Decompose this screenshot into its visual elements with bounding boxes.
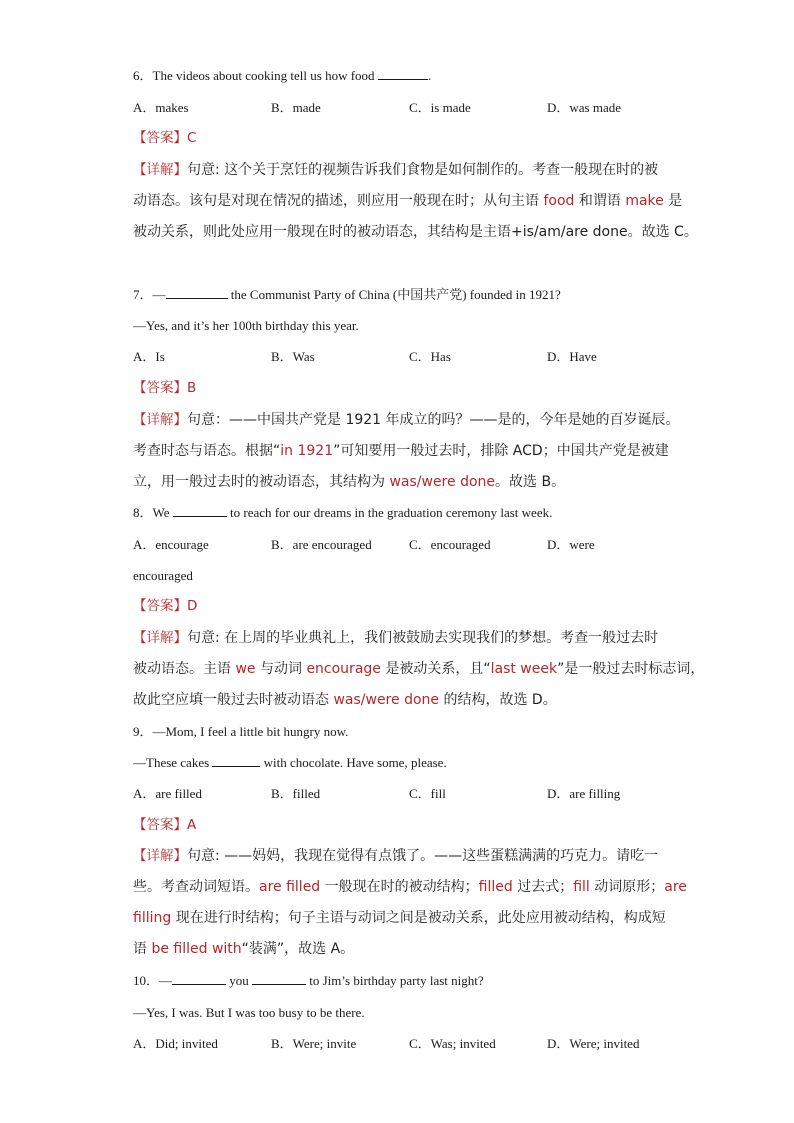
q7-answer: 【答案】B bbox=[133, 380, 197, 396]
q7-option-b: B．Was bbox=[271, 349, 315, 364]
q7-detail-line-2: 考查时态与语态。根据“in 1921”可知要用一般过去时，排除 ACD；中国共产党是被建 bbox=[133, 443, 669, 459]
q8-stem: 8．We to reach for our dreams in the graduation ceremony last week. bbox=[133, 505, 553, 520]
q8-answer: 【答案】D bbox=[133, 598, 198, 614]
q6-option-b: B．made bbox=[271, 100, 321, 115]
q7-blank bbox=[166, 287, 228, 299]
q6-detail-line-2: 动语态。该句是对现在情况的描述，则应用一般现在时；从句主语 food 和谓语 make 是 bbox=[133, 193, 683, 209]
q8-detail-line-2: 被动语态。主语 we 与动词 encourage 是被动关系，且“last week”是一般过去时标志词， bbox=[133, 661, 705, 677]
q10-option-b: B．Were; invite bbox=[271, 1036, 357, 1051]
q9-stem: 9．—Mom, I feel a little bit hungry now. bbox=[133, 724, 349, 739]
q6-option-d: D．was made bbox=[547, 100, 622, 115]
q6-detail-line-1: 【详解】句意: 这个关于烹饪的视频告诉我们食物是如何制作的。考查一般现在时的被 bbox=[133, 162, 659, 178]
q10-blank-1 bbox=[172, 973, 226, 985]
q7-option-a: A．Is bbox=[133, 349, 165, 364]
q9-answer: 【答案】A bbox=[133, 817, 197, 833]
q8-option-d-wrap: encouraged bbox=[133, 568, 193, 583]
q6-detail-line-3: 被动关系，则此处应用一般现在时的被动语态，其结构是主语+is/am/are done。故选 C。 bbox=[133, 224, 698, 240]
q8-option-b: B．are encouraged bbox=[271, 537, 372, 552]
q8-option-a: A．encourage bbox=[133, 537, 209, 552]
q10-stem: 10．— you to Jim’s birthday party last night? bbox=[133, 973, 484, 988]
q7-option-d: D．Have bbox=[547, 349, 597, 364]
q9-detail-line-1: 【详解】句意: ——妈妈，我现在觉得有点饿了。——这些蛋糕满满的巧克力。请吃一 bbox=[133, 848, 659, 864]
q6-option-a: A．makes bbox=[133, 100, 189, 115]
q9-option-b: B．filled bbox=[271, 786, 321, 801]
q9-blank bbox=[212, 755, 260, 767]
q7-detail-line-1: 【详解】句意：——中国共产党是 1921 年成立的吗？——是的，今年是她的百岁诞辰。 bbox=[133, 412, 680, 428]
q6-stem: 6．The videos about cooking tell us how food . bbox=[133, 68, 432, 83]
q10-option-a: A．Did; invited bbox=[133, 1036, 218, 1051]
q9-option-a: A．are filled bbox=[133, 786, 202, 801]
q8-blank bbox=[173, 505, 227, 517]
q6-blank bbox=[378, 68, 428, 80]
q10-reply: —Yes, I was. But I was too busy to be there. bbox=[133, 1005, 365, 1020]
q9-reply: —These cakes with chocolate. Have some, please. bbox=[133, 755, 447, 770]
q8-option-d: D．were bbox=[547, 537, 595, 552]
q9-detail-line-3: filling 现在进行时结构；句子主语与动词之间是被动关系，此处应用被动结构，构成短 bbox=[133, 910, 666, 926]
q10-option-c: C．Was; invited bbox=[409, 1036, 496, 1051]
q8-detail-line-3: 故此空应填一般过去时被动语态 was/were done 的结构，故选 D。 bbox=[133, 692, 557, 708]
q9-option-d: D．are filling bbox=[547, 786, 621, 801]
q7-option-c: C．Has bbox=[409, 349, 451, 364]
q7-detail-line-3: 立，用一般过去时的被动语态，其结构为 was/were done。故选 B。 bbox=[133, 474, 566, 490]
q8-detail-line-1: 【详解】句意: 在上周的毕业典礼上，我们被鼓励去实现我们的梦想。考查一般过去时 bbox=[133, 630, 659, 646]
q9-detail-line-2: 些。考查动词短语。are filled 一般现在时的被动结构；filled 过去式；fill 动词原形；are bbox=[133, 879, 687, 895]
q7-stem: 7．— the Communist Party of China (中国共产党) founded in 1921? bbox=[133, 287, 561, 302]
q6-answer: 【答案】C bbox=[133, 130, 197, 146]
q8-option-c: C．encouraged bbox=[409, 537, 491, 552]
q10-blank-2 bbox=[252, 973, 306, 985]
q10-option-d: D．Were; invited bbox=[547, 1036, 640, 1051]
q9-option-c: C．fill bbox=[409, 786, 446, 801]
q7-reply: —Yes, and it’s her 100th birthday this year. bbox=[133, 318, 359, 333]
q9-detail-line-4: 语 be filled with“装满”，故选 A。 bbox=[133, 941, 355, 957]
q6-option-c: C．is made bbox=[409, 100, 471, 115]
